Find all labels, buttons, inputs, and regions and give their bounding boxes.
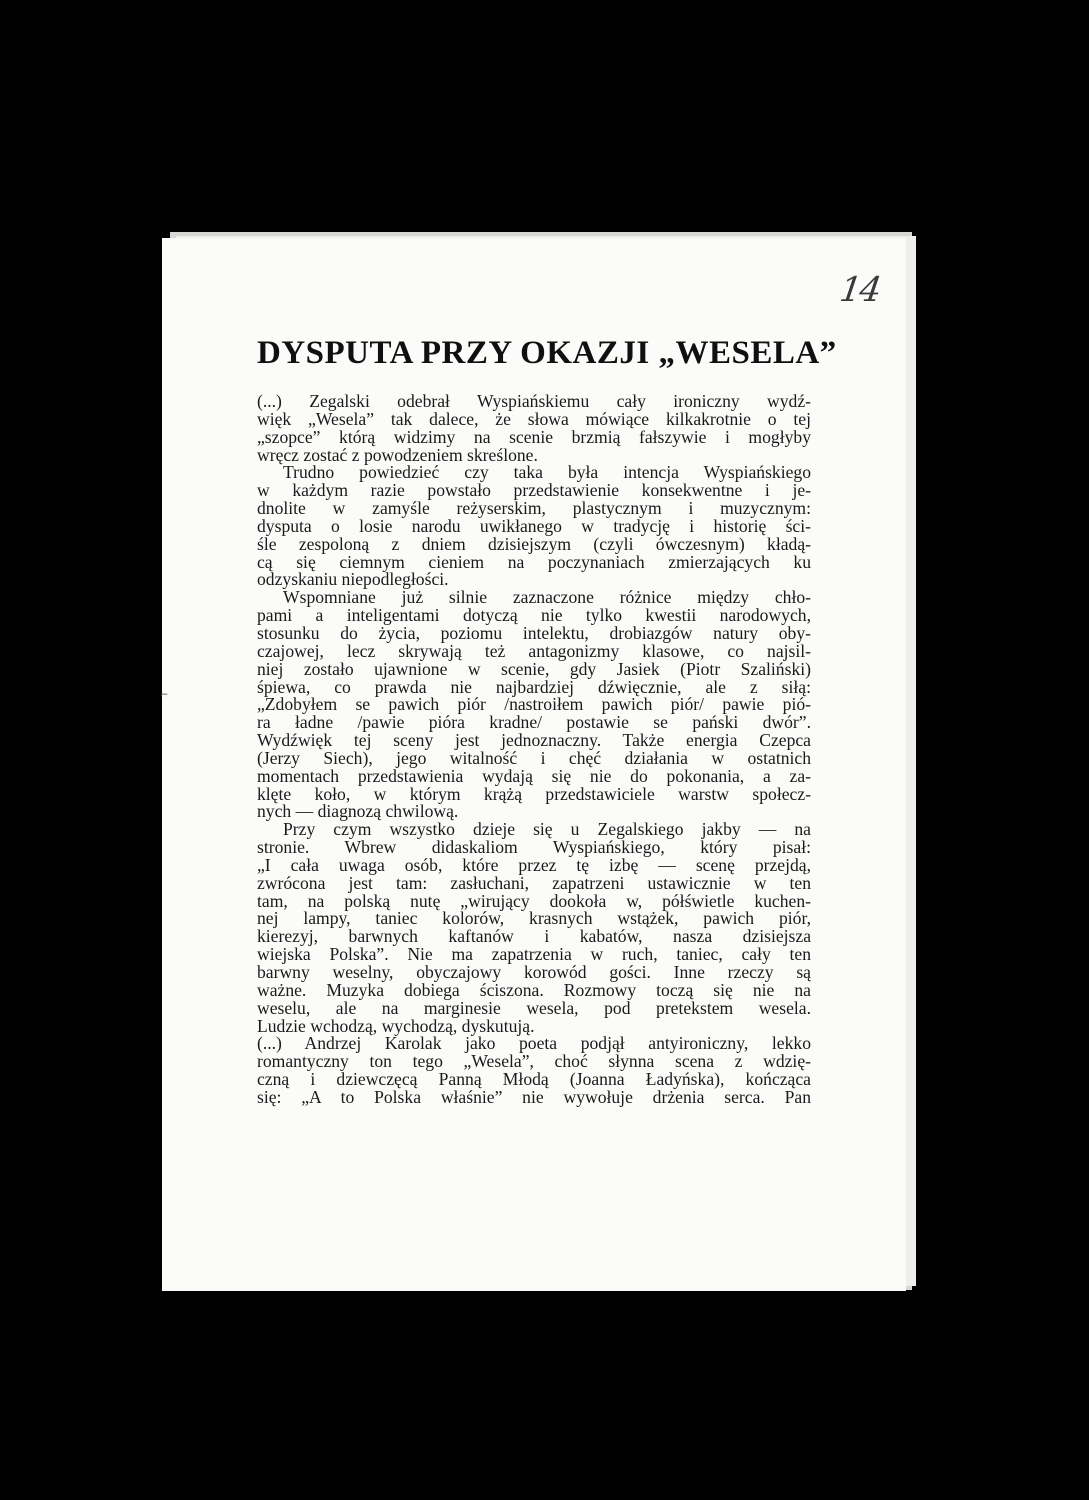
text-line: się: „A to Polska właśnie” nie wywołuje drżenia serca. Pan [257,1086,811,1107]
margin-tick-mark: ⌐ [160,690,169,701]
text-line: więk „Wesela” tak dalece, że słowa mówiące kilkakrotnie o tej [257,408,811,429]
text-line: barwny weselny, obyczajowy korowód gości. Inne rzeczy są [257,962,811,982]
text-line: kierezyj, barwnych kaftanów i kabatów, nasza dzisiejsza [257,926,811,947]
text-line: ra ładne /pawie pióra kradne/ postawie se pański dwór”. [257,712,811,733]
text-line: nej lampy, taniec kolorów, krasnych wstążek, pawich piór, [257,908,811,929]
text-line: momentach przedstawienia wydają się nie do pokonania, a za- [257,765,811,786]
text-line: cą się ciemnym cieniem na poczynaniach zmierzających ku [257,551,811,572]
text-line: Przy czym wszystko dzieje się u Zegalskiego jakby — na [283,819,811,840]
text-line: śpiewa, co prawda nie najbardziej dźwięcznie, ale z siłą: [257,676,811,697]
handwritten-page-number: 14 [837,270,883,310]
text-line: stronie. Wbrew didaskaliom Wyspiańskiego, który pisał: [257,837,811,858]
text-line: czną i dziewczęcą Panną Młodą (Joanna Ładyńska), kończąca [257,1069,811,1090]
text-line: klęte koło, w którym krążą przedstawiciele warstw społecz- [257,783,811,804]
text-line: wiejska Polska”. Nie ma zapatrzenia w ruch, taniec, cały ten [257,944,811,965]
text-line: odzyskaniu niepodległości. [257,569,449,590]
text-line: „szopce” którą widzimy na scenie brzmią fałszywie i mogłyby [257,426,811,447]
text-line: (...) Zegalski odebrał Wyspiańskiemu cały ironiczny wydź- [257,391,811,411]
text-line: romantyczny ton tego „Wesela”, choć słynna scena z wdzię- [257,1051,811,1072]
text-line: weselu, ale na marginesie wesela, pod pretekstem wesela. [257,997,811,1018]
text-line: „Zdobyłem se pawich piór /nastroiłem pawich piór/ pawie pió- [257,694,811,715]
article-title: DYSPUTA PRZY OKAZJI „WESELA” [257,335,837,371]
text-line: czajowej, lecz skrywają też antagonizmy klasowe, co najsil- [257,640,811,661]
text-line: dnolite w zamyśle reżyserskim, plastycznym i muzycznym: [257,498,811,519]
text-line: dysputa o losie narodu uwikłanego w tradycję i historię ści- [257,515,811,536]
text-line: w każdym razie powstało przedstawienie konsekwentne i je- [257,480,811,501]
text-line: (Jerzy Siech), jego witalność i chęć działania w ostatnich [257,747,811,768]
text-line: ważne. Muzyka dobiega ściszona. Rozmowy toczą się nie na [257,979,811,1000]
text-line: „I cała uwaga osób, które przez tę izbę — scenę przejdą, [257,854,811,875]
text-line: Wydźwięk tej sceny jest jednoznaczny. Także energia Czepca [257,730,811,751]
text-line: stosunku do życia, poziomu intelektu, drobiazgów natury oby- [257,622,811,643]
text-line: śle zespoloną z dniem dzisiejszym (czyli ówczesnym) kładą- [257,533,811,554]
text-line: tam, na polską nutę „wirujący dookoła w, półświetle kuchen- [257,890,811,911]
text-line: zwrócona jest tam: zasłuchani, zapatrzeni ustawicznie w ten [257,872,811,893]
text-line: Ludzie wchodzą, wychodzą, dyskutują. [257,1015,535,1036]
text-line: Wspomniane już silnie zaznaczone różnice między chło- [283,587,811,608]
article-body [257,393,811,1107]
text-line: nych — diagnozą chwilową. [257,801,459,822]
text-line: wręcz zostać z powodzeniem skreślone. [257,444,538,465]
text-line: pami a inteligentami dotyczą nie tylko kwestii narodowych, [257,605,811,626]
text-line: niej zostało ujawnione w scenie, gdy Jasiek (Piotr Szaliński) [257,658,811,679]
text-line: Trudno powiedzieć czy taka była intencja Wyspiańskiego [283,462,811,483]
text-line: (...) Andrzej Karolak jako poeta podjął antyironiczny, lekko [257,1033,811,1054]
